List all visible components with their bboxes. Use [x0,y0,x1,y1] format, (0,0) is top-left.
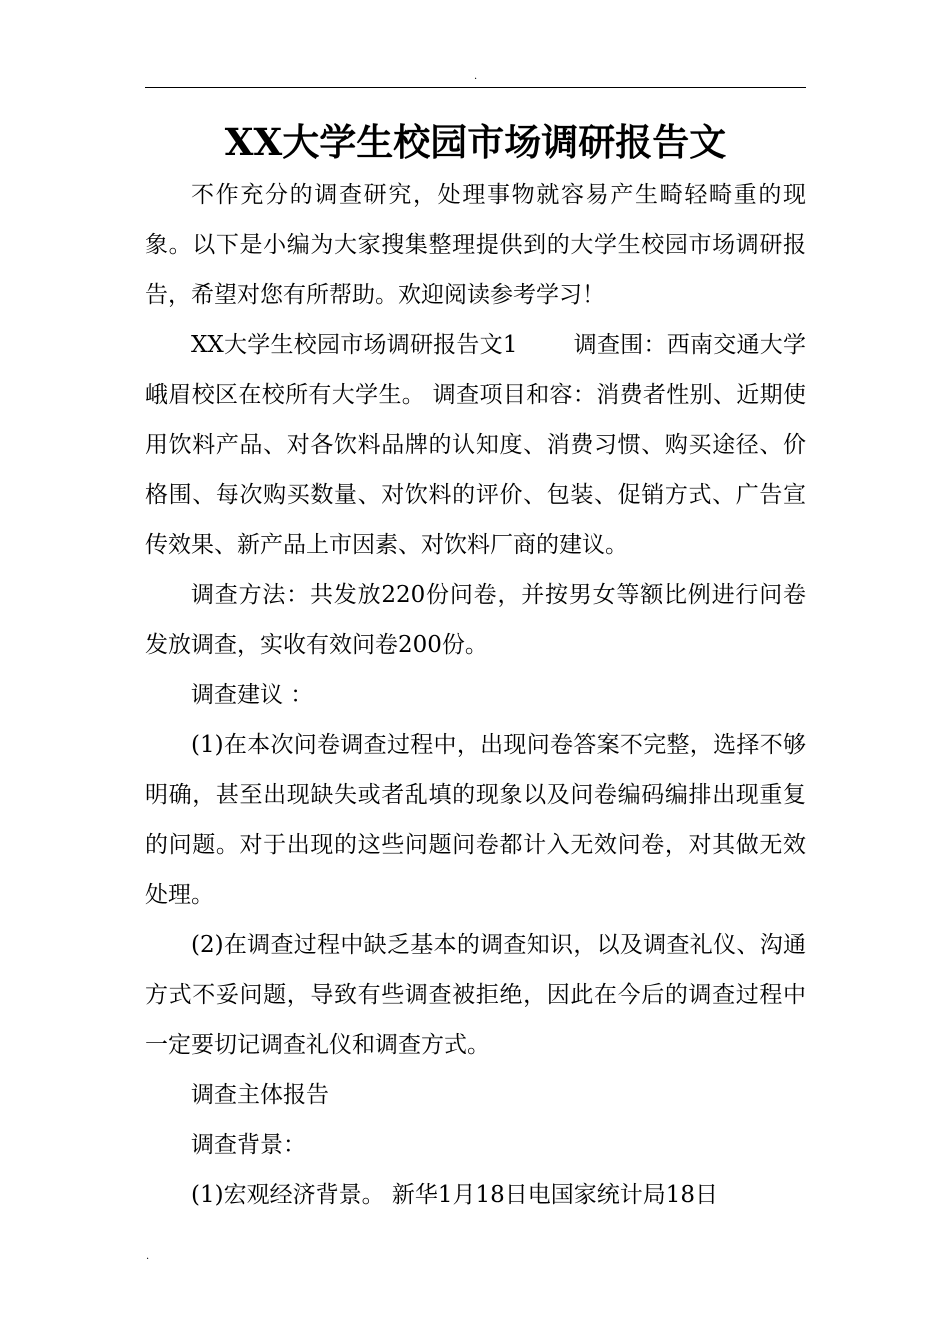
suggestion-heading: 调查建议 ： [191,682,314,708]
background-heading: 调查背景： [191,1132,306,1158]
intro-paragraph: 不作充分的调查研究，处理事物就容易产生畸轻畸重的现象。以下是小编为大家搜集整理提供到的大学生校园市场调研报告，希望对您有所帮助。欢迎阅读参考学习！ [145,182,806,308]
document-body [145,170,806,1220]
background-1-paragraph: (1)宏观经济背景。 新华1月18日电国家统计局18日 [191,1182,719,1208]
suggestion-2-paragraph: (2)在调查过程中缺乏基本的调查知识，以及调查礼仪、沟通方式不妥问题，导致有些调查被拒绝，因此在今后的调查过程中一定要切记调查礼仪和调查方式。 [145,932,806,1058]
header-dot: . [474,71,478,82]
document-title: XX大学生校园市场调研报告文 [224,120,727,164]
section1-heading: XX大学生校园市场调研报告文1 [191,332,518,358]
main-report-heading: 调查主体报告 [191,1082,329,1108]
section1-paragraph [145,320,806,570]
header-rule [145,87,806,88]
suggestion-1-paragraph: (1)在本次问卷调查过程中，出现问卷答案不完整，选择不够明确，甚至出现缺失或者乱填的现象以及问卷编码编排出现重复的问题。对于出现的这些问题问卷都计入无效问卷，对其做无效处理。 [145,732,806,908]
section1-text: 调查围：西南交通大学峨眉校区在校所有大学生。 调查项目和容：消费者性别、近期使用饮料产品、对各饮料品牌的认知度、消费习惯、购买途径、价格围、每次购买数量、对饮料的评价、包装、促销方式、广告宣传效果、新产品上市因素、对饮料厂商的建议。 [145,332,807,558]
method-paragraph: 调查方法：共发放220份问卷，并按男女等额比例进行问卷发放调查，实收有效问卷200份。 [145,582,806,658]
footer-dot: . [146,1251,150,1262]
